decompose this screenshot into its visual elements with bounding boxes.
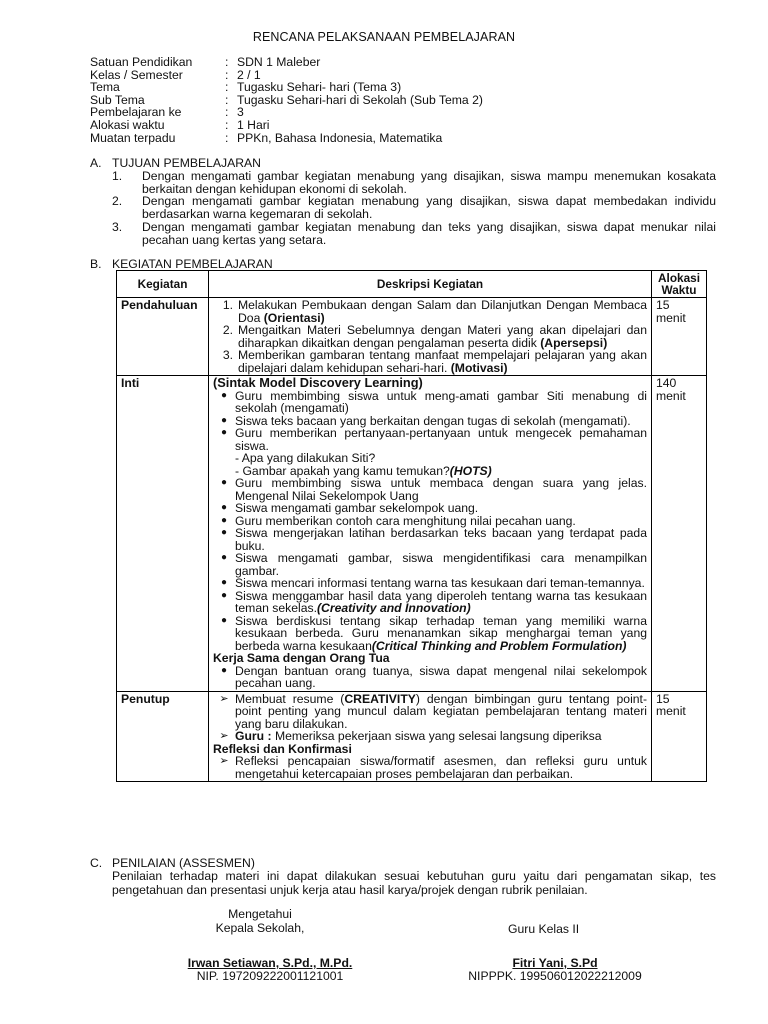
pendahuluan-list [213, 299, 647, 374]
item-number: 3. [222, 348, 233, 362]
list-item [213, 615, 647, 653]
item-text: Siswa mengerjakan latihan berdasarkan teks bacaan yang terdapat pada buku. [235, 526, 647, 553]
bullet-icon: ● [220, 577, 228, 588]
identity-separator: : [225, 105, 229, 120]
item-text [235, 615, 647, 653]
arrow-bullet-icon: ➢ [219, 755, 229, 767]
item-text [235, 693, 647, 731]
bullet-icon: ● [220, 502, 228, 513]
row-time: 140 menit [652, 376, 707, 692]
list-item [213, 349, 647, 374]
principal-nip: NIP. 197209222001121001 [196, 969, 344, 983]
hots-tag: (HOTS) [449, 463, 492, 478]
row-name: Penutup [117, 691, 209, 782]
teacher-name: Fitri Yani, S.Pd [512, 956, 598, 970]
creativity-tag: CREATIVITY [344, 691, 416, 706]
item-number: 2. [222, 323, 233, 337]
list-item [213, 324, 647, 349]
item-number: 1. [112, 169, 123, 183]
identity-row [90, 56, 483, 69]
identity-separator: : [225, 55, 229, 69]
list-item [213, 502, 647, 515]
item-text [238, 324, 647, 349]
item-tag: (Orientasi) [263, 310, 325, 325]
identity-row [90, 81, 483, 94]
list-item [90, 221, 716, 246]
item-text: Siswa mengamati gambar sekelompok uang. [235, 501, 479, 515]
page-title: RENCANA PELAKSANAAN PEMBELAJARAN [252, 30, 516, 44]
list-item [213, 552, 647, 577]
item-text: Guru membimbing siswa untuk meng-amati gambar Siti menabung di sekolah (mengamati) [235, 388, 647, 415]
identity-label: Alokasi waktu [90, 117, 165, 132]
identity-label: Pembelajaran ke [90, 105, 182, 120]
identity-value: Tugasku Sehari- hari (Tema 3) [237, 80, 402, 95]
list-item [213, 299, 647, 324]
identity-row [90, 132, 483, 145]
sign-caption: Mengetahui [228, 907, 292, 921]
row-name: Inti [117, 376, 209, 692]
kerja-sama-list [213, 665, 647, 690]
section-letter: C. [90, 856, 103, 870]
item-text [238, 299, 647, 324]
item-body: Memeriksa pekerjaan siswa yang selesai langsung diperiksa [271, 729, 602, 743]
item-body: ) dengan bimbingan guru tentang point-point penting yang muncul dalam kegiatan pembelajaran tentang materi yang baru dilakukan. [235, 691, 647, 731]
item-text: Dengan mengamati gambar kegiatan menabung dan teks yang disajikan, siswa dapat menukar nilai pecahan uang kertas yang setara. [142, 219, 716, 247]
list-item [90, 170, 716, 195]
list-item [213, 730, 647, 743]
table-header-row [117, 271, 707, 298]
identity-value: 2 / 1 [237, 67, 261, 82]
item-text [235, 590, 647, 615]
item-body: Membuat resume ( [235, 691, 345, 706]
bullet-icon: ● [220, 614, 228, 626]
identity-label: Muatan terpadu [90, 130, 176, 145]
item-text: Dengan mengamati gambar kegiatan menabung yang disajikan, siswa dapat membedakan individu berdasarkan warna kegemaran di sekolah. [142, 194, 716, 222]
bullet-icon: ● [220, 514, 228, 526]
sintak-heading: (Sintak Model Discovery Learning) [213, 375, 423, 390]
bullet-icon: ● [220, 389, 228, 401]
item-body: Memberikan gambaran tentang manfaat mempelajari pelajaran yang akan dipelajari dalam kehidupan sehari-hari. [238, 348, 647, 375]
identity-label: Satuan Pendidikan [90, 55, 193, 69]
assessment-text: Penilaian terhadap materi ini dapat dilakukan sesuai kebutuhan guru yaitu dari pengamatan sikap, tes pengetahuan dan presentasi unjuk kerja atau hasil karya/projek dengan rubrik penilaian. [112, 869, 716, 897]
identity-label: Tema [90, 80, 120, 95]
row-description [209, 691, 652, 782]
bullet-icon: ● [220, 477, 228, 488]
sign-role: Kepala Sekolah, [215, 920, 305, 935]
item-body: Siswa menggambar hasil data yang diperoleh tentang warna tas kesukaan teman sekelas. [235, 588, 647, 615]
question-body: - Gambar apakah yang kamu temukan? [235, 463, 450, 478]
section-letter: B. [90, 257, 102, 271]
refleksi-heading: Refleksi dan Konfirmasi [213, 741, 352, 756]
item-text: Siswa mengamati gambar, siswa mengidentifikasi cara menampilkan gambar. [235, 551, 647, 578]
guru-tag: Guru : [235, 729, 272, 743]
item-body: Siswa berdiskusi tentang sikap terhadap teman yang memiliki warna kesukaan berbeda. Guru menanamkan sikap menghargai teman yang berbeda warna kesukaan [235, 613, 647, 653]
section-kegiatan [90, 257, 273, 271]
bullet-icon: ● [220, 527, 228, 538]
item-text: Refleksi pencapaian siswa/formatif asesmen, dan refleksi guru untuk mengetahui ketercapaian proses pembelajaran dan perbaikan. [235, 754, 647, 781]
identity-separator: : [225, 80, 229, 95]
bullet-icon: ● [220, 664, 228, 676]
section-heading [90, 257, 273, 271]
question-line: - Apa yang dilakukan Siti? [235, 451, 376, 465]
section-title: PENILAIAN (ASSESMEN) [112, 856, 255, 870]
identity-value: 1 Hari [237, 117, 270, 132]
identity-value: PPKn, Bahasa Indonesia, Matematika [237, 130, 443, 145]
identity-value: SDN 1 Maleber [237, 55, 321, 69]
row-description [209, 376, 652, 692]
inti-list [213, 390, 647, 653]
item-tag: (Apersepsi) [540, 335, 608, 350]
item-body: Melakukan Pembukaan dengan Salam dan Dilanjutkan Dengan Membaca Doa [238, 298, 647, 325]
table-row [117, 376, 707, 692]
objective-list [90, 170, 716, 246]
identity-row [90, 119, 483, 132]
section-heading [90, 856, 716, 870]
list-item [213, 527, 647, 552]
list-item [213, 427, 647, 477]
list-item [90, 195, 716, 220]
item-text: Siswa mencari informasi tentang warna tas kesukaan dari teman-temannya. [235, 576, 645, 590]
item-text: Dengan bantuan orang tuanya, siswa dapat mengenal nilai sekelompok pecahan uang. [235, 663, 647, 690]
item-number: 2. [112, 194, 123, 209]
table-row [117, 691, 707, 782]
bullet-icon: ● [220, 414, 228, 426]
activity-table [116, 270, 707, 782]
critical-tag: (Critical Thinking and Problem Formulation) [371, 638, 627, 653]
identity-separator: : [225, 130, 229, 145]
item-text [235, 730, 647, 743]
section-title: TUJUAN PEMBELAJARAN [112, 156, 261, 170]
item-text: Dengan mengamati gambar kegiatan menabung yang disajikan, siswa mampu menemukan kosakata berkaitan dengan kehidupan ekonomi di sekolah. [142, 169, 716, 196]
item-text: Guru memberikan contoh cara menghitung nilai pecahan uang. [235, 513, 576, 528]
arrow-bullet-icon: ➢ [219, 692, 229, 705]
identity-label: Kelas / Semester [90, 67, 183, 82]
item-text [238, 349, 647, 374]
item-body: Mengaitkan Materi Sebelumnya dengan Materi yang akan dipelajari dan diharapkan dikaitkan dengan pengalaman peserta didik [238, 323, 647, 350]
row-description [209, 298, 652, 376]
list-item [213, 665, 647, 690]
section-letter: A. [90, 156, 102, 170]
bullet-icon: ● [220, 427, 228, 438]
item-text [235, 427, 647, 477]
list-item [213, 477, 647, 502]
item-number: 3. [112, 219, 123, 234]
principal-name: Irwan Setiawan, S.Pd., M.Pd. [187, 956, 353, 970]
bullet-icon: ● [220, 589, 228, 601]
identity-value: Tugasku Sehari-hari di Sekolah (Sub Tema 2) [237, 92, 483, 107]
item-body: Guru memberikan pertanyaan-pertanyaan untuk mengecek pemahaman siswa. [235, 426, 647, 453]
identity-separator: : [225, 92, 229, 107]
identity-label: Sub Tema [90, 92, 145, 107]
penutup-list [213, 693, 647, 743]
list-item [213, 390, 647, 415]
identity-value: 3 [237, 105, 244, 120]
list-item [213, 755, 647, 780]
teacher-nip: NIPPPK. 199506012022212009 [468, 969, 642, 983]
identity-separator: : [225, 67, 229, 82]
list-item [213, 590, 647, 615]
row-time: 15 menit [652, 691, 707, 782]
kerja-sama-heading: Kerja Sama dengan Orang Tua [213, 651, 390, 665]
item-text: Guru membimbing siswa untuk membaca dengan suara yang jelas. Mengenal Nilai Sekelompok Uang [235, 476, 647, 503]
identity-block [90, 56, 483, 144]
header-deskripsi: Deskripsi Kegiatan [209, 271, 652, 298]
creativity-tag: (Creativity and Innovation) [316, 601, 471, 615]
section-heading [90, 156, 716, 170]
signature-left [205, 908, 315, 935]
section-penilaian [90, 856, 716, 897]
arrow-bullet-icon: ➢ [219, 730, 229, 742]
item-number: 1. [222, 298, 233, 312]
section-tujuan [90, 156, 716, 246]
item-tag: (Motivasi) [450, 360, 508, 375]
header-alokasi: Alokasi Waktu [652, 271, 707, 298]
table-row [117, 298, 707, 376]
row-name: Pendahuluan [117, 298, 209, 376]
item-text: Siswa teks bacaan yang berkaitan dengan tugas di sekolah (mengamati). [235, 413, 631, 428]
row-time: 15 menit [652, 298, 707, 376]
list-item [213, 693, 647, 731]
header-kegiatan: Kegiatan [117, 271, 209, 298]
signature-right-role: Guru Kelas II [508, 922, 580, 936]
refleksi-list [213, 755, 647, 780]
bullet-icon: ● [220, 552, 228, 563]
identity-separator: : [225, 117, 229, 132]
section-title: KEGIATAN PEMBELAJARAN [112, 257, 273, 271]
